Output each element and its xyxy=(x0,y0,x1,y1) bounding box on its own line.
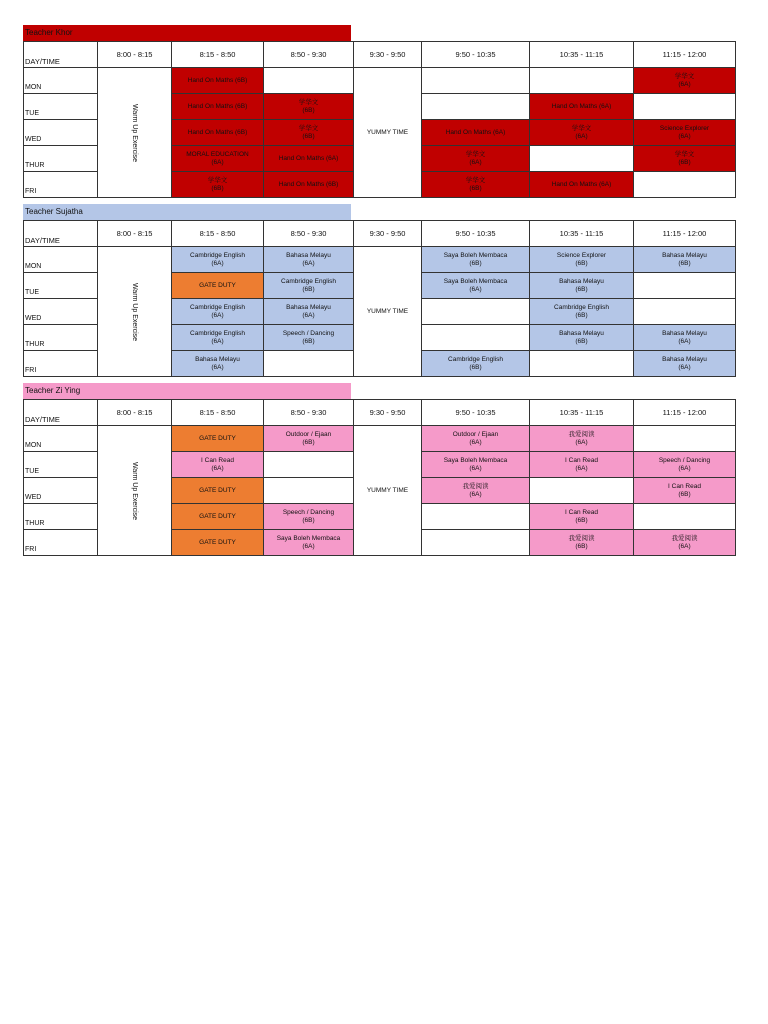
lesson-subject: Outdoor / Ejaan xyxy=(285,430,332,438)
lesson-class: (6B) xyxy=(302,132,315,140)
lesson-subject: I Can Read xyxy=(565,456,598,464)
time-slot-header: 9:50 - 10:35 xyxy=(422,221,530,247)
day-row xyxy=(24,68,736,94)
lesson-cell xyxy=(530,530,634,556)
lesson-cell xyxy=(264,504,354,530)
time-slot-header: 9:50 - 10:35 xyxy=(422,42,530,68)
lesson-cell xyxy=(264,426,354,452)
lesson-cell xyxy=(530,94,634,120)
empty-slot-cell xyxy=(634,273,736,299)
lesson-class: (6B) xyxy=(575,337,588,345)
empty-slot-cell xyxy=(530,351,634,377)
lesson-subject: 我爱阅读 xyxy=(671,534,698,542)
teacher-title: Teacher Zi Ying xyxy=(23,383,351,399)
lesson-class: (6B) xyxy=(678,490,691,498)
day-time-header: DAY/TIME xyxy=(24,400,98,426)
lesson-subject: GATE DUTY xyxy=(199,512,236,520)
lesson-cell xyxy=(530,172,634,198)
lesson-cell xyxy=(422,426,530,452)
lesson-class: (6B) xyxy=(302,106,315,114)
day-label: THUR xyxy=(24,325,98,351)
lesson-class: (6B) xyxy=(678,259,691,267)
lesson-subject: Hand On Maths (6B) xyxy=(187,76,248,84)
lesson-subject: Cambridge English xyxy=(190,329,245,337)
lesson-subject: Speech / Dancing xyxy=(282,508,335,516)
lesson-cell xyxy=(634,247,736,273)
lesson-subject: GATE DUTY xyxy=(199,486,236,494)
day-label: FRI xyxy=(24,351,98,377)
time-slot-header: 10:35 - 11:15 xyxy=(530,221,634,247)
empty-slot-cell xyxy=(422,530,530,556)
lesson-subject: Science Explorer xyxy=(556,251,607,259)
empty-slot-cell xyxy=(530,478,634,504)
lesson-class: (6A) xyxy=(575,438,588,446)
warm-up-label: Warm Up Exercise xyxy=(131,282,139,341)
empty-slot-cell xyxy=(422,94,530,120)
empty-slot-cell xyxy=(530,68,634,94)
lesson-class: (6A) xyxy=(678,542,691,550)
day-label: FRI xyxy=(24,530,98,556)
lesson-subject: Speech / Dancing xyxy=(282,329,335,337)
lesson-class: (6A) xyxy=(211,311,224,319)
day-label: TUE xyxy=(24,94,98,120)
time-slot-header: 10:35 - 11:15 xyxy=(530,42,634,68)
empty-slot-cell xyxy=(634,504,736,530)
lesson-cell xyxy=(172,299,264,325)
time-slot-header: 8:15 - 8:50 xyxy=(172,400,264,426)
lesson-subject: Saya Boleh Membaca xyxy=(443,456,508,464)
empty-slot-cell xyxy=(422,68,530,94)
lesson-cell xyxy=(264,299,354,325)
lesson-subject: 学华文 xyxy=(465,150,486,158)
lesson-subject: Bahasa Melayu xyxy=(559,329,604,337)
lesson-class: (6A) xyxy=(211,337,224,345)
warm-up-cell xyxy=(98,426,172,556)
lesson-class: (6B) xyxy=(469,259,482,267)
lesson-cell xyxy=(422,247,530,273)
lesson-cell xyxy=(634,351,736,377)
lesson-subject: 学华文 xyxy=(207,176,228,184)
teacher-title: Teacher Khor xyxy=(23,25,351,41)
lesson-cell xyxy=(172,120,264,146)
lesson-class: (6B) xyxy=(211,184,224,192)
lesson-subject: Saya Boleh Membaca xyxy=(276,534,341,542)
day-label: TUE xyxy=(24,452,98,478)
lesson-subject: Hand On Maths (6B) xyxy=(278,180,339,188)
lesson-class: (6A) xyxy=(302,311,315,319)
empty-slot-cell xyxy=(422,504,530,530)
time-slot-header: 8:15 - 8:50 xyxy=(172,42,264,68)
lesson-cell xyxy=(634,452,736,478)
empty-slot-cell xyxy=(264,351,354,377)
lesson-class: (6A) xyxy=(302,542,315,550)
lesson-class: (6A) xyxy=(575,464,588,472)
lesson-subject: 学华文 xyxy=(465,176,486,184)
lesson-cell xyxy=(172,146,264,172)
time-slot-header: 8:15 - 8:50 xyxy=(172,221,264,247)
day-label: MON xyxy=(24,247,98,273)
lesson-class: (6A) xyxy=(469,464,482,472)
day-label: THUR xyxy=(24,146,98,172)
empty-slot-cell xyxy=(530,146,634,172)
lesson-cell xyxy=(634,478,736,504)
time-slot-header: 8:00 - 8:15 xyxy=(98,42,172,68)
day-label: WED xyxy=(24,478,98,504)
day-label: WED xyxy=(24,120,98,146)
lesson-subject: 学华文 xyxy=(298,124,319,132)
lesson-class: (6A) xyxy=(575,132,588,140)
lesson-cell xyxy=(422,452,530,478)
lesson-cell xyxy=(634,68,736,94)
lesson-cell xyxy=(530,299,634,325)
empty-slot-cell xyxy=(634,94,736,120)
lesson-class: (6A) xyxy=(469,438,482,446)
lesson-subject: Hand On Maths (6A) xyxy=(551,102,612,110)
empty-slot-cell xyxy=(264,68,354,94)
time-slot-header: 8:00 - 8:15 xyxy=(98,400,172,426)
lesson-class: (6B) xyxy=(302,337,315,345)
warm-up-cell xyxy=(98,68,172,198)
lesson-class: (6B) xyxy=(575,285,588,293)
lesson-subject: 学华文 xyxy=(674,150,695,158)
lesson-subject: Cambridge English xyxy=(190,251,245,259)
lesson-subject: GATE DUTY xyxy=(199,281,236,289)
lesson-cell xyxy=(172,351,264,377)
teacher-title: Teacher Sujatha xyxy=(23,204,351,220)
lesson-subject: Hand On Maths (6A) xyxy=(551,180,612,188)
lesson-class: (6B) xyxy=(469,363,482,371)
time-slot-header: 11:15 - 12:00 xyxy=(634,221,736,247)
lesson-subject: 我爱阅读 xyxy=(568,430,595,438)
lesson-cell xyxy=(172,530,264,556)
day-label: THUR xyxy=(24,504,98,530)
lesson-cell xyxy=(422,273,530,299)
lesson-class: (6A) xyxy=(469,158,482,166)
warm-up-cell xyxy=(98,247,172,377)
time-slot-header: 9:30 - 9:50 xyxy=(354,221,422,247)
empty-slot-cell xyxy=(422,325,530,351)
lesson-subject: Bahasa Melayu xyxy=(195,355,240,363)
lesson-cell xyxy=(172,94,264,120)
lesson-class: (6B) xyxy=(678,158,691,166)
lesson-subject: 我爱阅读 xyxy=(462,482,489,490)
lesson-subject: Cambridge English xyxy=(190,303,245,311)
lesson-subject: Bahasa Melayu xyxy=(286,251,331,259)
lesson-subject: I Can Read xyxy=(201,456,234,464)
lesson-class: (6A) xyxy=(678,132,691,140)
time-slot-header: 9:30 - 9:50 xyxy=(354,42,422,68)
lesson-subject: Outdoor / Ejaan xyxy=(452,430,499,438)
day-label: MON xyxy=(24,68,98,94)
lesson-cell xyxy=(530,426,634,452)
lesson-cell xyxy=(172,273,264,299)
schedule-table xyxy=(23,220,736,377)
lesson-cell xyxy=(172,68,264,94)
timetable-sujatha xyxy=(23,204,735,377)
lesson-cell xyxy=(172,478,264,504)
lesson-subject: Cambridge English xyxy=(554,303,609,311)
lesson-cell xyxy=(264,325,354,351)
lesson-cell xyxy=(264,94,354,120)
time-slot-header: 10:35 - 11:15 xyxy=(530,400,634,426)
lesson-cell xyxy=(264,146,354,172)
day-row xyxy=(24,426,736,452)
lesson-subject: Saya Boleh Membaca xyxy=(443,251,508,259)
time-slot-header: 8:50 - 9:30 xyxy=(264,221,354,247)
lesson-cell xyxy=(530,273,634,299)
day-row xyxy=(24,247,736,273)
lesson-subject: Hand On Maths (6A) xyxy=(445,128,506,136)
lesson-subject: Hand On Maths (6B) xyxy=(187,102,248,110)
lesson-subject: I Can Read xyxy=(565,508,598,516)
empty-slot-cell xyxy=(422,299,530,325)
lesson-cell xyxy=(634,120,736,146)
lesson-class: (6A) xyxy=(302,259,315,267)
lesson-cell xyxy=(530,504,634,530)
lesson-cell xyxy=(172,426,264,452)
lesson-cell xyxy=(264,120,354,146)
day-label: WED xyxy=(24,299,98,325)
lesson-class: (6B) xyxy=(575,542,588,550)
yummy-time-cell: YUMMY TIME xyxy=(354,426,422,556)
lesson-subject: Bahasa Melayu xyxy=(286,303,331,311)
empty-slot-cell xyxy=(264,478,354,504)
lesson-subject: 学华文 xyxy=(674,72,695,80)
lesson-class: (6B) xyxy=(575,516,588,524)
lesson-cell xyxy=(422,351,530,377)
lesson-class: (6A) xyxy=(211,464,224,472)
lesson-cell xyxy=(264,530,354,556)
day-time-header: DAY/TIME xyxy=(24,42,98,68)
yummy-time-cell: YUMMY TIME xyxy=(354,247,422,377)
timetable-khor xyxy=(23,25,735,198)
lesson-class: (6B) xyxy=(469,184,482,192)
day-time-header: DAY/TIME xyxy=(24,221,98,247)
lesson-class: (6A) xyxy=(211,363,224,371)
lesson-class: (6A) xyxy=(678,363,691,371)
lesson-subject: 我爱阅读 xyxy=(568,534,595,542)
lesson-subject: Saya Boleh Membaca xyxy=(443,277,508,285)
lesson-cell xyxy=(172,452,264,478)
lesson-subject: Hand On Maths (6B) xyxy=(187,128,248,136)
lesson-cell xyxy=(634,325,736,351)
lesson-cell xyxy=(422,478,530,504)
lesson-class: (6B) xyxy=(302,438,315,446)
lesson-subject: Bahasa Melayu xyxy=(662,251,707,259)
lesson-class: (6B) xyxy=(575,311,588,319)
timetable-ziying xyxy=(23,383,735,556)
time-slot-header: 11:15 - 12:00 xyxy=(634,42,736,68)
lesson-class: (6A) xyxy=(678,80,691,88)
lesson-subject: I Can Read xyxy=(668,482,701,490)
lesson-class: (6A) xyxy=(469,285,482,293)
empty-slot-cell xyxy=(264,452,354,478)
lesson-class: (6B) xyxy=(302,285,315,293)
lesson-cell xyxy=(172,247,264,273)
lesson-subject: MORAL EDUCATION xyxy=(186,150,249,158)
time-slot-header: 11:15 - 12:00 xyxy=(634,400,736,426)
lesson-class: (6B) xyxy=(302,516,315,524)
lesson-subject: Bahasa Melayu xyxy=(662,355,707,363)
yummy-time-cell: YUMMY TIME xyxy=(354,68,422,198)
warm-up-label: Warm Up Exercise xyxy=(131,103,139,162)
schedule-table xyxy=(23,399,736,556)
lesson-class: (6A) xyxy=(211,259,224,267)
lesson-cell xyxy=(264,172,354,198)
lesson-subject: Bahasa Melayu xyxy=(662,329,707,337)
lesson-cell xyxy=(264,273,354,299)
lesson-class: (6A) xyxy=(211,158,224,166)
lesson-cell xyxy=(530,452,634,478)
lesson-subject: 学华文 xyxy=(298,98,319,106)
lesson-class: (6B) xyxy=(575,259,588,267)
schedule-table xyxy=(23,41,736,198)
lesson-subject: GATE DUTY xyxy=(199,434,236,442)
lesson-cell xyxy=(172,504,264,530)
time-slot-header: 9:30 - 9:50 xyxy=(354,400,422,426)
lesson-cell xyxy=(530,325,634,351)
day-label: MON xyxy=(24,426,98,452)
lesson-cell xyxy=(422,172,530,198)
lesson-cell xyxy=(172,172,264,198)
lesson-cell xyxy=(264,247,354,273)
time-slot-header: 9:50 - 10:35 xyxy=(422,400,530,426)
time-slot-header: 8:50 - 9:30 xyxy=(264,42,354,68)
lesson-subject: Cambridge English xyxy=(448,355,503,363)
empty-slot-cell xyxy=(634,172,736,198)
lesson-class: (6A) xyxy=(469,490,482,498)
lesson-cell xyxy=(422,120,530,146)
lesson-cell xyxy=(634,146,736,172)
lesson-cell xyxy=(172,325,264,351)
lesson-cell xyxy=(422,146,530,172)
warm-up-label: Warm Up Exercise xyxy=(131,461,139,520)
day-label: FRI xyxy=(24,172,98,198)
lesson-subject: GATE DUTY xyxy=(199,538,236,546)
lesson-class: (6A) xyxy=(678,464,691,472)
day-label: TUE xyxy=(24,273,98,299)
empty-slot-cell xyxy=(634,299,736,325)
lesson-cell xyxy=(530,247,634,273)
lesson-subject: Hand On Maths (6A) xyxy=(278,154,339,162)
time-slot-header: 8:50 - 9:30 xyxy=(264,400,354,426)
lesson-subject: Speech / Dancing xyxy=(658,456,711,464)
time-slot-header: 8:00 - 8:15 xyxy=(98,221,172,247)
empty-slot-cell xyxy=(634,426,736,452)
lesson-subject: Cambridge English xyxy=(281,277,336,285)
lesson-cell xyxy=(530,120,634,146)
lesson-subject: Bahasa Melayu xyxy=(559,277,604,285)
lesson-cell xyxy=(634,530,736,556)
lesson-subject: Science Explorer xyxy=(659,124,710,132)
lesson-class: (6A) xyxy=(678,337,691,345)
lesson-subject: 学华文 xyxy=(571,124,592,132)
